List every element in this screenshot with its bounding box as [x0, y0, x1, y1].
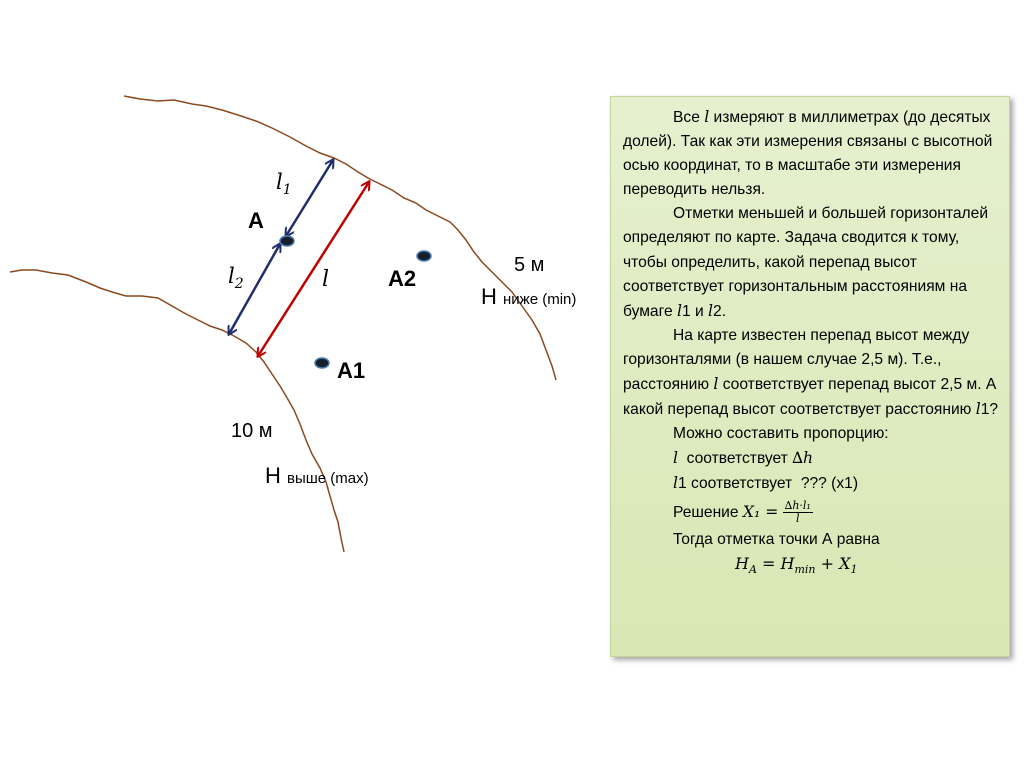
paragraph-proportion: Можно составить пропорцию: [673, 425, 889, 443]
arrow-l1 [286, 160, 333, 236]
label-l1: $l_1$ [276, 170, 292, 199]
arrow-l [258, 182, 369, 356]
solution-fraction: $\frac{\text{∆h·l₁}}{l}$ [784, 498, 811, 525]
label-low-h: Н ниже (min) [481, 284, 577, 309]
contour-line-low [124, 96, 556, 380]
paragraph-height-difference: На карте известен перепад высот между горизонталями (в нашем случае 2,5 м). Т.е., расстоянию l соответствует перепад высот 2,5 м. А какой перепад высот соответствует расстоянию l1? [623, 326, 999, 419]
point-a2-marker [417, 251, 431, 261]
label-point-a1: А1 [337, 358, 366, 383]
solution-line: Решение X₁ = $\frac{\text{∆h·l₁}}{l}$ [673, 498, 811, 525]
point-a1-marker [315, 358, 329, 368]
paragraph-measurement: Все l измеряют в миллиметрах (до десятых долей). Так как эти измерения связаны с высотной осью координат, то в масштабе эти измерения переводить нельзя. [623, 108, 993, 199]
final-formula: $H_A = H_{min} + X_1$ [735, 553, 858, 576]
explanation-box [610, 96, 1010, 657]
contour-line-high [10, 270, 344, 552]
label-point-a2: А2 [388, 266, 417, 291]
label-point-a: А [248, 208, 264, 233]
label-low-elevation: 5 м [514, 254, 545, 276]
proportion-line-2: l1 соответствует ??? (х1) [673, 474, 859, 493]
label-high-elevation: 10 м [231, 420, 273, 442]
label-l: l [322, 267, 330, 292]
point-a-marker [280, 236, 294, 246]
conclusion-line: Тогда отметка точки А равна [673, 530, 880, 548]
paragraph-task: Отметки меньшей и большей горизонталей определяют по карте. Задача сводится к тому, чтобы определить, какой перепад высот соответствует горизонтальным расстояниям на бумаге l1 и l2. [623, 205, 989, 320]
label-l2: $l_2$ [228, 264, 244, 293]
proportion-line-1: l соответствует ∆h [673, 449, 814, 468]
label-high-h: Н выше (max) [265, 463, 369, 488]
